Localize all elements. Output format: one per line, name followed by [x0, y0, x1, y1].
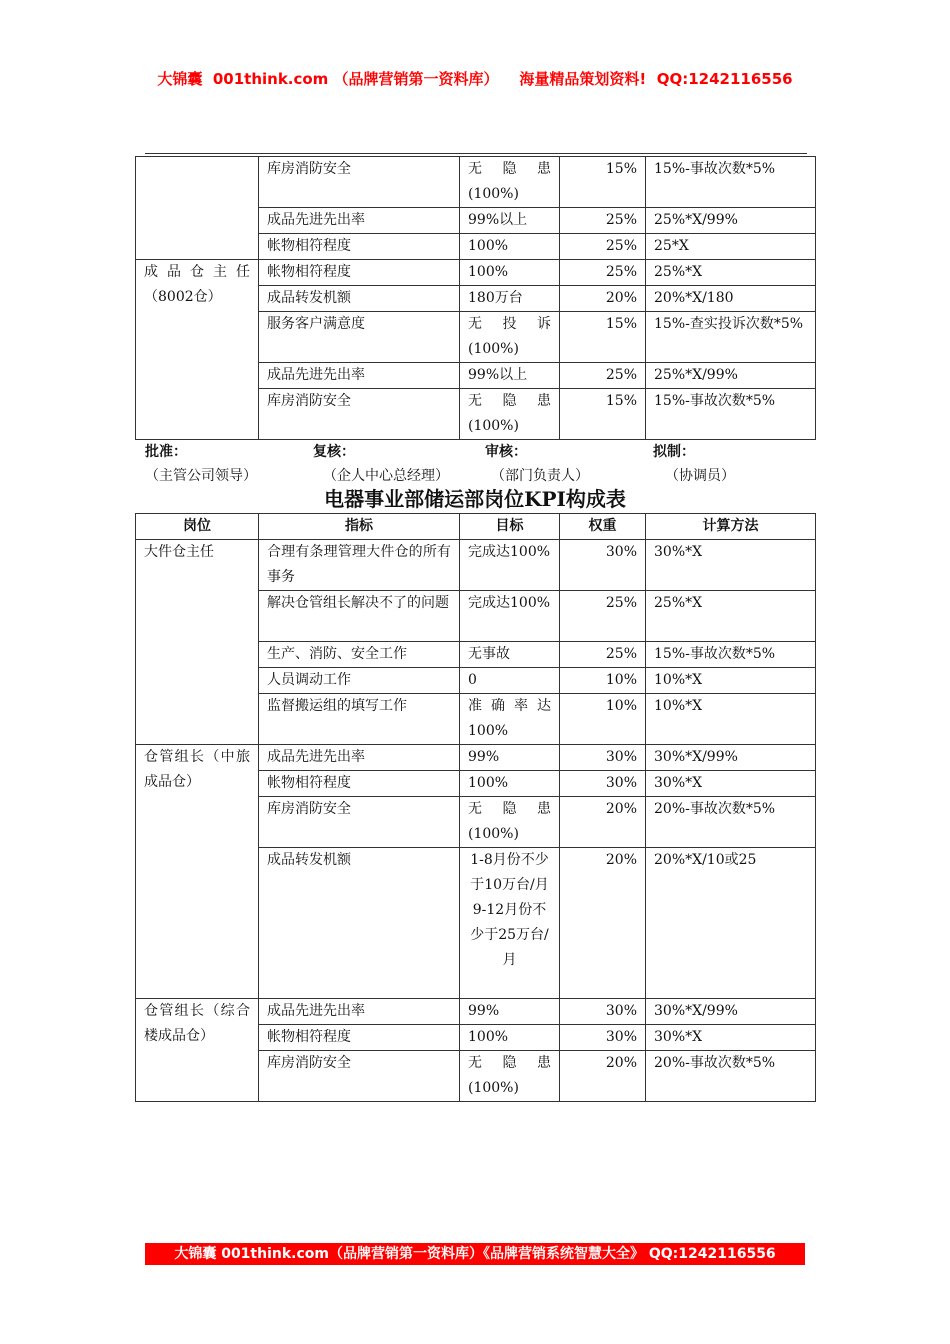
indicator-cell: 帐物相符程度: [259, 1025, 460, 1051]
position-cell: 仓管组长（综合楼成品仓）: [136, 999, 259, 1102]
target-cell: 100%: [460, 234, 560, 260]
weight-cell: 25%: [560, 208, 646, 234]
header-method: 计算方法: [646, 514, 816, 540]
draft-role: （协调员）: [665, 468, 735, 484]
indicator-cell: 成品转发机额: [259, 286, 460, 312]
indicator-cell: 监督搬运组的填写工作: [259, 694, 460, 745]
indicator-cell: 帐物相符程度: [259, 234, 460, 260]
target-cell: 180万台: [460, 286, 560, 312]
weight-cell: 25%: [560, 363, 646, 389]
target-cell: 99%: [460, 999, 560, 1025]
table-row: [136, 540, 816, 591]
method-cell: 15%-查实投诉次数*5%: [646, 312, 816, 363]
kpi-table: [135, 513, 816, 1102]
indicator-cell: 解决仓管组长解决不了的问题: [259, 591, 460, 642]
weight-cell: 25%: [560, 642, 646, 668]
weight-cell: 30%: [560, 745, 646, 771]
indicator-cell: 帐物相符程度: [259, 771, 460, 797]
target-cell: 99%以上: [460, 208, 560, 234]
indicator-cell: 库房消防安全: [259, 157, 460, 208]
table-header-row: [136, 514, 816, 540]
method-cell: 20%*X/10或25: [646, 848, 816, 999]
method-cell: 15%-事故次数*5%: [646, 642, 816, 668]
approve-label: 批准：: [145, 444, 187, 460]
table-row: [136, 157, 816, 208]
target-cell: 无投诉(100%): [460, 312, 560, 363]
indicator-cell: 成品先进先出率: [259, 363, 460, 389]
header-indicator: 指标: [259, 514, 460, 540]
table-row: [136, 260, 816, 286]
indicator-cell: 帐物相符程度: [259, 260, 460, 286]
header-weight: 权重: [560, 514, 646, 540]
indicator-cell: 成品转发机额: [259, 848, 460, 999]
indicator-cell: 库房消防安全: [259, 1051, 460, 1102]
header-rule: [145, 153, 807, 154]
method-cell: 20%-事故次数*5%: [646, 797, 816, 848]
target-cell: 无隐患(100%): [460, 157, 560, 208]
indicator-cell: 合理有条理管理大件仓的所有事务: [259, 540, 460, 591]
target-cell: 99%以上: [460, 363, 560, 389]
weight-cell: 10%: [560, 694, 646, 745]
target-cell: 无隐患(100%): [460, 389, 560, 440]
approve-role: （主管公司领导）: [145, 468, 257, 484]
method-cell: 25%*X/99%: [646, 363, 816, 389]
weight-cell: 20%: [560, 848, 646, 999]
position-cell: 仓管组长（中旅成品仓）: [136, 745, 259, 999]
indicator-cell: 成品先进先出率: [259, 745, 460, 771]
indicator-cell: 生产、消防、安全工作: [259, 642, 460, 668]
target-cell: 完成达100%: [460, 591, 560, 642]
target-cell: 100%: [460, 260, 560, 286]
target-cell: 100%: [460, 1025, 560, 1051]
weight-cell: 30%: [560, 999, 646, 1025]
weight-cell: 20%: [560, 286, 646, 312]
indicator-cell: 库房消防安全: [259, 797, 460, 848]
weight-cell: 15%: [560, 312, 646, 363]
audit-label: 审核：: [485, 444, 527, 460]
indicator-cell: 成品先进先出率: [259, 999, 460, 1025]
footer-banner: 大锦囊 001think.com（品牌营销第一资料库）《品牌营销系统智慧大全》 QQ:1242116556: [145, 1243, 805, 1265]
target-cell: 无隐患(100%): [460, 1051, 560, 1102]
method-cell: 25%*X: [646, 260, 816, 286]
draft-label: 拟制：: [653, 444, 695, 460]
target-cell: 100%: [460, 771, 560, 797]
weight-cell: 25%: [560, 591, 646, 642]
weight-cell: 15%: [560, 389, 646, 440]
method-cell: 25%*X/99%: [646, 208, 816, 234]
weight-cell: 10%: [560, 668, 646, 694]
indicator-cell: 服务客户满意度: [259, 312, 460, 363]
indicator-cell: 人员调动工作: [259, 668, 460, 694]
signature-roles: [145, 465, 785, 487]
weight-cell: 30%: [560, 771, 646, 797]
weight-cell: 30%: [560, 1025, 646, 1051]
indicator-cell: 库房消防安全: [259, 389, 460, 440]
target-cell: 无事故: [460, 642, 560, 668]
position-cell: 成品仓主任（8002仓）: [136, 260, 259, 440]
method-cell: 20%-事故次数*5%: [646, 1051, 816, 1102]
method-cell: 15%-事故次数*5%: [646, 157, 816, 208]
weight-cell: 15%: [560, 157, 646, 208]
table-row: [136, 999, 816, 1025]
position-cell-empty: [136, 157, 259, 260]
signature-labels: [145, 441, 785, 463]
target-cell: 99%: [460, 745, 560, 771]
method-cell: 10%*X: [646, 668, 816, 694]
review-label: 复核：: [313, 444, 355, 460]
page-title: 电器事业部储运部岗位KPI构成表: [324, 487, 626, 511]
audit-role: （部门负责人）: [491, 468, 589, 484]
method-cell: 30%*X: [646, 540, 816, 591]
kpi-table-continued: [135, 156, 816, 440]
target-cell: 0: [460, 668, 560, 694]
target-cell: 无隐患(100%): [460, 797, 560, 848]
weight-cell: 25%: [560, 260, 646, 286]
target-cell: 完成达100%: [460, 540, 560, 591]
header-banner: 大锦囊 001think.com （品牌营销第一资料库） 海量精品策划资料! QQ:1242116556: [157, 70, 793, 88]
target-cell: 准确率达100%: [460, 694, 560, 745]
weight-cell: 20%: [560, 1051, 646, 1102]
target-cell: 1-8月份不少于10万台/月 9-12月份不少于25万台/月: [460, 848, 560, 999]
method-cell: 15%-事故次数*5%: [646, 389, 816, 440]
weight-cell: 20%: [560, 797, 646, 848]
position-cell: 大件仓主任: [136, 540, 259, 745]
method-cell: 30%*X/99%: [646, 999, 816, 1025]
review-role: （企人中心总经理）: [323, 468, 449, 484]
method-cell: 25*X: [646, 234, 816, 260]
method-cell: 25%*X: [646, 591, 816, 642]
weight-cell: 25%: [560, 234, 646, 260]
method-cell: 30%*X/99%: [646, 745, 816, 771]
method-cell: 30%*X: [646, 1025, 816, 1051]
weight-cell: 30%: [560, 540, 646, 591]
table-row: [136, 745, 816, 771]
header-position: 岗位: [136, 514, 259, 540]
method-cell: 10%*X: [646, 694, 816, 745]
method-cell: 20%*X/180: [646, 286, 816, 312]
method-cell: 30%*X: [646, 771, 816, 797]
header-target: 目标: [460, 514, 560, 540]
indicator-cell: 成品先进先出率: [259, 208, 460, 234]
